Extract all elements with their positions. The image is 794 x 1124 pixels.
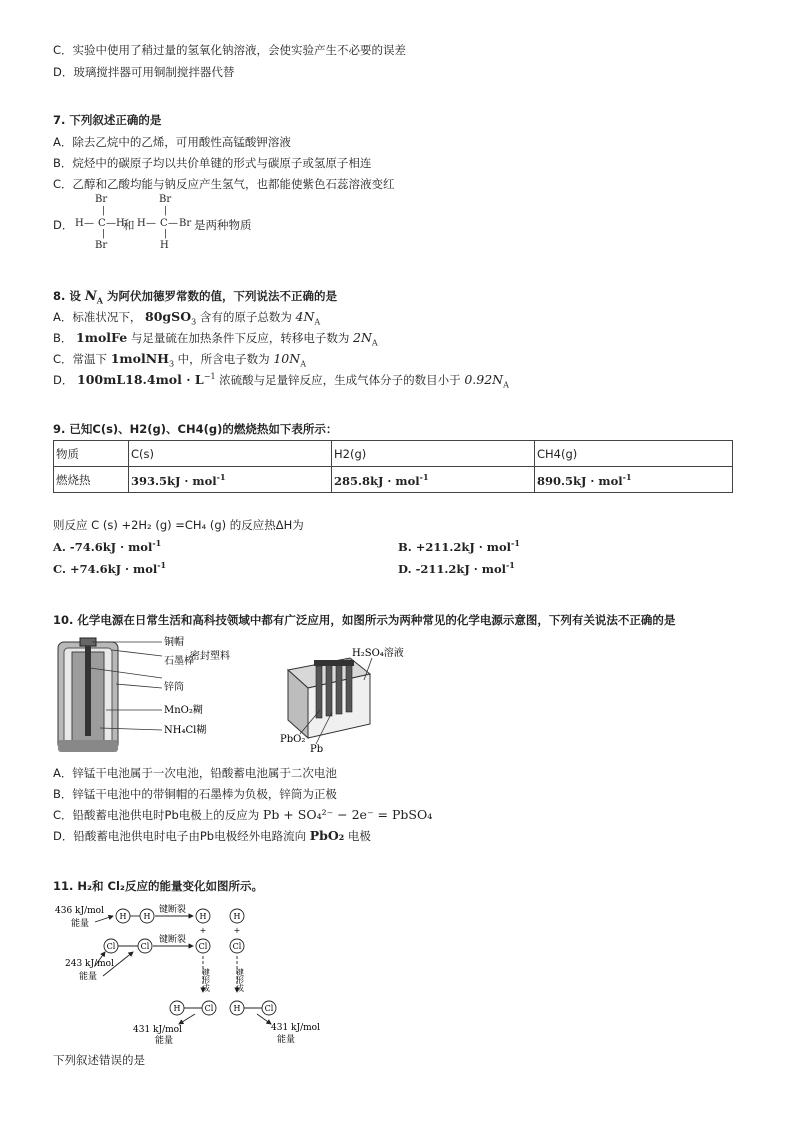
s2-center: C [160, 218, 168, 229]
bond-break-label: 键断裂 [159, 905, 187, 915]
energy-label: 431 kJ/mol [271, 1023, 320, 1033]
h2-cl2-energy-diagram [55, 902, 345, 1044]
q10-option-c: C．铅酸蓄电池供电时Pb电极上的反应为 Pb + SO₄²⁻ − 2e⁻ = PbSO₄ [53, 807, 433, 822]
table-row [54, 467, 733, 493]
fig1-label: 石墨棒 [164, 656, 194, 667]
s2-bottom: H [160, 240, 169, 251]
lead-acid-battery-diagram [270, 640, 420, 758]
cl-atom: Cl [106, 942, 116, 951]
energy-label: 能量 [79, 972, 98, 982]
fig1-label: 锌筒 [164, 682, 184, 693]
h-atom: H [143, 912, 151, 921]
h-atom: H [233, 1004, 241, 1013]
s1-bond-top: | [102, 206, 106, 216]
q9-question: 则反应 C (s) +2H₂ (g) =CH₄ (g) 的反应热ΔH为 [53, 518, 304, 532]
h-atom: H [119, 912, 127, 921]
q10-option-a: A．锌锰干电池属于一次电池，铅酸蓄电池属于二次电池 [53, 766, 337, 780]
cl-atom: Cl [198, 942, 208, 951]
table-cell: H2(g) [332, 441, 535, 467]
q7-option-d-tail: 是两种物质 [194, 218, 252, 232]
s2-right: Br [179, 218, 192, 229]
q7-option-d-label: D． [53, 218, 74, 232]
s2-bond-top: | [164, 206, 168, 216]
q7-structure-2 [137, 194, 197, 252]
s2-top: Br [159, 194, 172, 205]
plus-sign: + [199, 926, 207, 935]
q7-option-b: B．烷烃中的碳原子均以共价单键的形式与碳原子或氢原子相连 [53, 156, 372, 170]
q8-option-b: B． 1molFe 与足量硫在加热条件下反应，转移电子数为 $2N_A$ [53, 330, 378, 348]
q8-option-a: A．标准状况下， 80gSO$_3$ 含有的原子总数为 $4N_A$ [53, 309, 321, 327]
q9-title: 9. 已知C(s)、H2(g)、CH4(g)的燃烧热如下表所示： [53, 422, 338, 436]
plus-sign: + [233, 926, 241, 935]
q7-option-d-and: 和 [123, 218, 135, 232]
h-atom: H [199, 912, 207, 921]
energy-label: 243 kJ/mol [65, 959, 114, 969]
energy-label: 能量 [277, 1035, 296, 1044]
s1-center: C [98, 218, 106, 229]
s1-bond-bottom: | [102, 229, 106, 239]
h-atom: H [233, 912, 241, 921]
q7-option-c: C．乙醇和乙酸均能与钠反应产生氢气，也都能使紫色石蕊溶液变红 [53, 177, 395, 191]
bond-form-label: 键形成 [235, 968, 245, 992]
s1-bond-right: — [106, 218, 116, 229]
cl-atom: Cl [264, 1004, 274, 1013]
table-header-row [54, 441, 733, 467]
q7-title: 7. 下列叙述正确的是 [53, 113, 162, 127]
s1-right: H [116, 218, 125, 229]
fig2-label: PbO₂ [280, 734, 306, 745]
q11-title: 11. H₂和 Cl₂反应的能量变化如图所示。 [53, 879, 263, 893]
cl-atom: Cl [140, 942, 150, 951]
energy-label: 能量 [155, 1036, 174, 1044]
energy-label: 431 kJ/mol [133, 1025, 182, 1035]
fig1-label: 密封塑料 [190, 651, 230, 662]
q9-option-b: B. +211.2kJ · mol$^{-1}$ [398, 538, 520, 554]
q10-title: 10. 化学电源在日常生活和高科技领域中都有广泛应用，如图所示为两种常见的化学电源示意图，下列有关说法不正确的是 [53, 613, 676, 627]
fig1-label: MnO₂糊 [164, 705, 203, 716]
q7-structure-1 [75, 194, 130, 252]
heat-of-combustion-table [53, 440, 733, 493]
cl-atom: Cl [204, 1004, 214, 1013]
table-cell: 物质 [54, 441, 129, 467]
dry-cell-diagram [50, 632, 230, 756]
s1-top: Br [95, 194, 108, 205]
s2-bond-right: — [168, 218, 178, 229]
fig2-label: Pb [310, 744, 324, 755]
cl-atom: Cl [232, 942, 242, 951]
table-cell: 燃烧热 [54, 467, 129, 493]
table-cell: CH4(g) [535, 441, 733, 467]
s2-bond-bottom: | [164, 229, 168, 239]
q6-option-d: D．玻璃搅拌器可用铜制搅拌器代替 [53, 65, 235, 79]
bond-break-label: 键断裂 [159, 935, 187, 945]
s2-left: H [137, 218, 146, 229]
bond-form-label: 键形成 [201, 968, 211, 992]
q9-option-c: C. +74.6kJ · mol$^{-1}$ [53, 560, 167, 576]
s1-bottom: Br [95, 240, 108, 251]
q8-title: 8. 设 $N_A$ 为阿伏加德罗常数的值，下列说法不正确的是 [53, 289, 338, 306]
q6-option-c: C．实验中使用了稍过量的氢氧化钠溶液，会使实验产生不必要的误差 [53, 43, 407, 57]
s2-bond-left: — [146, 218, 156, 229]
table-cell: 890.5kJ · mol$^{-1}$ [535, 467, 733, 493]
q10-option-b: B．锌锰干电池中的带铜帽的石墨棒为负极，锌筒为正极 [53, 787, 337, 801]
s1-bond-left: — [84, 218, 94, 229]
q8-option-c: C．常温下 1molNH$_3$ 中，所含电子数为 $10N_A$ [53, 351, 306, 369]
table-cell: 285.8kJ · mol$^{-1}$ [332, 467, 535, 493]
fig2-label: H₂SO₄溶液 [352, 648, 404, 659]
q8-option-d: D． $100mL18.4mol \cdot L^{-1}$ 浓硫酸与足量锌反应，生成气体分子的数目小于 $0.92N_A$ [53, 372, 509, 390]
q9-option-a: A. -74.6kJ · mol$^{-1}$ [53, 538, 162, 554]
table-cell: C(s) [129, 441, 332, 467]
h-atom: H [173, 1004, 181, 1013]
s1-left: H [75, 218, 84, 229]
q9-option-d: D. -211.2kJ · mol$^{-1}$ [398, 560, 515, 576]
table-cell: 393.5kJ · mol$^{-1}$ [129, 467, 332, 493]
q7-option-a: A．除去乙烷中的乙烯，可用酸性高锰酸钾溶液 [53, 135, 291, 149]
q10-option-d: D．铅酸蓄电池供电时电子由Pb电极经外电路流向 PbO₂ 电极 [53, 828, 371, 843]
fig1-label: NH₄Cl糊 [164, 725, 207, 736]
energy-label: 能量 [71, 919, 90, 929]
q11-question: 下列叙述错误的是 [53, 1053, 145, 1067]
fig1-label: 铜帽 [164, 637, 184, 648]
energy-label: 436 kJ/mol [55, 906, 104, 916]
